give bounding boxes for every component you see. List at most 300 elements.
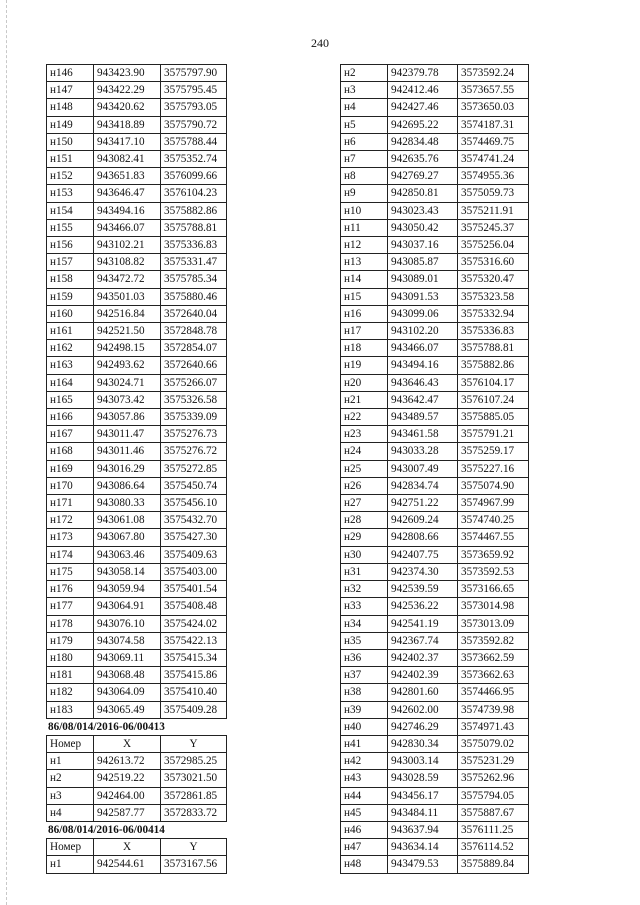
scan-margin-line <box>6 0 7 905</box>
point-id-cell: н25 <box>341 460 388 477</box>
table-row <box>341 99 529 116</box>
table-row <box>341 443 529 460</box>
table-row <box>341 701 529 718</box>
point-id-cell: н29 <box>341 529 388 546</box>
x-coordinate-cell: 943418.89 <box>94 116 161 133</box>
coordinates-table-body <box>47 753 227 822</box>
table-row <box>341 202 529 219</box>
y-coordinate-cell: 3575422.13 <box>161 632 227 649</box>
point-id-cell: н23 <box>341 426 388 443</box>
y-coordinate-cell: 3575336.83 <box>161 237 227 254</box>
x-coordinate-cell: 943068.48 <box>94 667 161 684</box>
point-id-cell: н176 <box>47 581 94 598</box>
point-id-cell: н169 <box>47 460 94 477</box>
point-id-cell: н8 <box>341 168 388 185</box>
table-row <box>341 512 529 529</box>
point-id-cell: н158 <box>47 271 94 288</box>
point-id-cell: н173 <box>47 529 94 546</box>
point-id-cell: н43 <box>341 770 388 787</box>
table-row <box>341 718 529 735</box>
x-coordinate-cell: 942407.75 <box>388 546 458 563</box>
table-row <box>47 667 227 684</box>
coordinates-table-00413 <box>46 735 227 822</box>
x-coordinate-cell: 943082.41 <box>94 151 161 168</box>
point-id-cell: н48 <box>341 856 388 873</box>
point-id-cell: н180 <box>47 649 94 666</box>
x-coordinate-cell: 943037.16 <box>388 237 458 254</box>
header-number: Номер <box>47 735 94 752</box>
point-id-cell: н161 <box>47 323 94 340</box>
point-id-cell: н163 <box>47 357 94 374</box>
x-coordinate-cell: 942402.39 <box>388 667 458 684</box>
table-row <box>341 495 529 512</box>
table-row <box>341 804 529 821</box>
y-coordinate-cell: 3575262.96 <box>458 770 529 787</box>
y-coordinate-cell: 3575415.86 <box>161 667 227 684</box>
point-id-cell: н174 <box>47 546 94 563</box>
y-coordinate-cell: 3575272.85 <box>161 460 227 477</box>
y-coordinate-cell: 3575456.10 <box>161 495 227 512</box>
y-coordinate-cell: 3573657.55 <box>458 82 529 99</box>
x-coordinate-cell: 943080.33 <box>94 495 161 512</box>
x-coordinate-cell: 943634.14 <box>388 839 458 856</box>
point-id-cell: н154 <box>47 202 94 219</box>
point-id-cell: н12 <box>341 237 388 254</box>
x-coordinate-cell: 943091.53 <box>388 288 458 305</box>
y-coordinate-cell: 3574187.31 <box>458 116 529 133</box>
y-coordinate-cell: 3573014.98 <box>458 598 529 615</box>
y-coordinate-cell: 3573592.24 <box>458 65 529 82</box>
table-row <box>341 563 529 580</box>
table-row <box>47 426 227 443</box>
header-y: Y <box>161 839 227 856</box>
x-coordinate-cell: 942498.15 <box>94 340 161 357</box>
table-row <box>341 65 529 82</box>
y-coordinate-cell: 3575795.45 <box>161 82 227 99</box>
point-id-cell: н21 <box>341 391 388 408</box>
table-row <box>341 168 529 185</box>
point-id-cell: н2 <box>341 65 388 82</box>
y-coordinate-cell: 3575227.16 <box>458 460 529 477</box>
point-id-cell: н24 <box>341 443 388 460</box>
y-coordinate-cell: 3572861.85 <box>161 787 227 804</box>
x-coordinate-cell: 943417.10 <box>94 133 161 150</box>
x-coordinate-cell: 942808.66 <box>388 529 458 546</box>
table-row <box>341 151 529 168</box>
table-row <box>47 632 227 649</box>
table-row <box>47 495 227 512</box>
point-id-cell: н156 <box>47 237 94 254</box>
header-y: Y <box>161 735 227 752</box>
x-coordinate-cell: 942850.81 <box>388 185 458 202</box>
y-coordinate-cell: 3575409.63 <box>161 546 227 563</box>
point-id-cell: н146 <box>47 65 94 82</box>
point-id-cell: н18 <box>341 340 388 357</box>
x-coordinate-cell: 942541.19 <box>388 615 458 632</box>
table-row <box>341 340 529 357</box>
table-row <box>47 357 227 374</box>
y-coordinate-cell: 3572854.07 <box>161 340 227 357</box>
point-id-cell: н159 <box>47 288 94 305</box>
point-id-cell: н1 <box>47 753 94 770</box>
table-row <box>47 374 227 391</box>
table-row <box>47 770 227 787</box>
x-coordinate-cell: 943050.42 <box>388 219 458 236</box>
y-coordinate-cell: 3576107.24 <box>458 391 529 408</box>
table-row <box>341 133 529 150</box>
coordinates-table-left-top <box>46 64 227 719</box>
table-row <box>341 323 529 340</box>
x-coordinate-cell: 943059.94 <box>94 581 161 598</box>
y-coordinate-cell: 3574741.24 <box>458 151 529 168</box>
left-column <box>46 64 227 874</box>
table-row <box>47 271 227 288</box>
x-coordinate-cell: 943028.59 <box>388 770 458 787</box>
y-coordinate-cell: 3573166.65 <box>458 581 529 598</box>
x-coordinate-cell: 942402.37 <box>388 649 458 666</box>
table-row <box>47 202 227 219</box>
x-coordinate-cell: 943466.07 <box>388 340 458 357</box>
x-coordinate-cell: 943069.11 <box>94 649 161 666</box>
point-id-cell: н11 <box>341 219 388 236</box>
table-row <box>47 856 227 873</box>
x-coordinate-cell: 943074.58 <box>94 632 161 649</box>
x-coordinate-cell: 943466.07 <box>94 219 161 236</box>
y-coordinate-cell: 3575785.34 <box>161 271 227 288</box>
point-id-cell: н39 <box>341 701 388 718</box>
y-coordinate-cell: 3573650.03 <box>458 99 529 116</box>
table-row <box>341 409 529 426</box>
y-coordinate-cell: 3575326.58 <box>161 391 227 408</box>
point-id-cell: н183 <box>47 701 94 718</box>
table-row <box>341 116 529 133</box>
y-coordinate-cell: 3575882.86 <box>458 357 529 374</box>
y-coordinate-cell: 3575074.90 <box>458 477 529 494</box>
x-coordinate-cell: 943102.21 <box>94 237 161 254</box>
point-id-cell: н22 <box>341 409 388 426</box>
point-id-cell: н155 <box>47 219 94 236</box>
y-coordinate-cell: 3575211.91 <box>458 202 529 219</box>
y-coordinate-cell: 3575882.86 <box>161 202 227 219</box>
x-coordinate-cell: 943076.10 <box>94 615 161 632</box>
y-coordinate-cell: 3575276.73 <box>161 426 227 443</box>
x-coordinate-cell: 943023.43 <box>388 202 458 219</box>
table-row <box>341 529 529 546</box>
y-coordinate-cell: 3573662.63 <box>458 667 529 684</box>
point-id-cell: н3 <box>47 787 94 804</box>
x-coordinate-cell: 943420.62 <box>94 99 161 116</box>
x-coordinate-cell: 943024.71 <box>94 374 161 391</box>
table-row <box>47 581 227 598</box>
table-row <box>47 305 227 322</box>
point-id-cell: н177 <box>47 598 94 615</box>
x-coordinate-cell: 942834.74 <box>388 477 458 494</box>
table-row <box>47 219 227 236</box>
y-coordinate-cell: 3575415.34 <box>161 649 227 666</box>
y-coordinate-cell: 3575245.37 <box>458 219 529 236</box>
y-coordinate-cell: 3573659.92 <box>458 546 529 563</box>
x-coordinate-cell: 943484.11 <box>388 804 458 821</box>
table-row <box>47 563 227 580</box>
coordinates-table-right <box>340 64 529 874</box>
table-row <box>47 753 227 770</box>
x-coordinate-cell: 943637.94 <box>388 821 458 838</box>
x-coordinate-cell: 943061.08 <box>94 512 161 529</box>
point-id-cell: н181 <box>47 667 94 684</box>
y-coordinate-cell: 3575352.74 <box>161 151 227 168</box>
x-coordinate-cell: 943423.90 <box>94 65 161 82</box>
point-id-cell: н157 <box>47 254 94 271</box>
table-row <box>341 254 529 271</box>
table-row <box>341 667 529 684</box>
x-coordinate-cell: 942613.72 <box>94 753 161 770</box>
x-coordinate-cell: 943089.01 <box>388 271 458 288</box>
table-row <box>341 787 529 804</box>
table-row <box>341 185 529 202</box>
header-x: X <box>94 839 161 856</box>
point-id-cell: н15 <box>341 288 388 305</box>
point-id-cell: н172 <box>47 512 94 529</box>
y-coordinate-cell: 3574971.43 <box>458 718 529 735</box>
point-id-cell: н147 <box>47 82 94 99</box>
point-id-cell: н20 <box>341 374 388 391</box>
y-coordinate-cell: 3575403.00 <box>161 563 227 580</box>
point-id-cell: н150 <box>47 133 94 150</box>
point-id-cell: н42 <box>341 753 388 770</box>
point-id-cell: н41 <box>341 735 388 752</box>
x-coordinate-cell: 943007.49 <box>388 460 458 477</box>
x-coordinate-cell: 943479.53 <box>388 856 458 873</box>
y-coordinate-cell: 3572640.04 <box>161 305 227 322</box>
point-id-cell: н167 <box>47 426 94 443</box>
x-coordinate-cell: 942751.22 <box>388 495 458 512</box>
table-row <box>341 770 529 787</box>
y-coordinate-cell: 3576104.23 <box>161 185 227 202</box>
x-coordinate-cell: 942427.46 <box>388 99 458 116</box>
point-id-cell: н178 <box>47 615 94 632</box>
y-coordinate-cell: 3575339.09 <box>161 409 227 426</box>
point-id-cell: н1 <box>47 856 94 873</box>
point-id-cell: н164 <box>47 374 94 391</box>
y-coordinate-cell: 3575276.72 <box>161 443 227 460</box>
table-row <box>341 632 529 649</box>
table-row <box>341 374 529 391</box>
point-id-cell: н4 <box>341 99 388 116</box>
x-coordinate-cell: 943067.80 <box>94 529 161 546</box>
y-coordinate-cell: 3575401.54 <box>161 581 227 598</box>
x-coordinate-cell: 943064.91 <box>94 598 161 615</box>
x-coordinate-cell: 942539.59 <box>388 581 458 598</box>
point-id-cell: н2 <box>47 770 94 787</box>
point-id-cell: н182 <box>47 684 94 701</box>
point-id-cell: н149 <box>47 116 94 133</box>
point-id-cell: н46 <box>341 821 388 838</box>
y-coordinate-cell: 3573013.09 <box>458 615 529 632</box>
point-id-cell: н13 <box>341 254 388 271</box>
point-id-cell: н45 <box>341 804 388 821</box>
y-coordinate-cell: 3575410.40 <box>161 684 227 701</box>
y-coordinate-cell: 3575788.81 <box>458 340 529 357</box>
point-id-cell: н35 <box>341 632 388 649</box>
table-row <box>47 460 227 477</box>
table-row <box>47 546 227 563</box>
y-coordinate-cell: 3575790.72 <box>161 116 227 133</box>
point-id-cell: н179 <box>47 632 94 649</box>
y-coordinate-cell: 3575788.81 <box>161 219 227 236</box>
point-id-cell: н47 <box>341 839 388 856</box>
y-coordinate-cell: 3572640.66 <box>161 357 227 374</box>
point-id-cell: н37 <box>341 667 388 684</box>
header-x: X <box>94 735 161 752</box>
y-coordinate-cell: 3575408.48 <box>161 598 227 615</box>
table-row <box>47 237 227 254</box>
x-coordinate-cell: 943003.14 <box>388 753 458 770</box>
point-id-cell: н16 <box>341 305 388 322</box>
x-coordinate-cell: 943489.57 <box>388 409 458 426</box>
point-id-cell: н34 <box>341 615 388 632</box>
table-row <box>47 133 227 150</box>
x-coordinate-cell: 943063.46 <box>94 546 161 563</box>
table-row <box>341 305 529 322</box>
y-coordinate-cell: 3575887.67 <box>458 804 529 821</box>
table-row <box>341 271 529 288</box>
x-coordinate-cell: 942695.22 <box>388 116 458 133</box>
y-coordinate-cell: 3574739.98 <box>458 701 529 718</box>
y-coordinate-cell: 3575788.44 <box>161 133 227 150</box>
y-coordinate-cell: 3574955.36 <box>458 168 529 185</box>
point-id-cell: н27 <box>341 495 388 512</box>
point-id-cell: н162 <box>47 340 94 357</box>
x-coordinate-cell: 943501.03 <box>94 288 161 305</box>
point-id-cell: н9 <box>341 185 388 202</box>
table-row <box>47 615 227 632</box>
table-row <box>341 735 529 752</box>
y-coordinate-cell: 3572833.72 <box>161 804 227 821</box>
point-id-cell: н5 <box>341 116 388 133</box>
point-id-cell: н175 <box>47 563 94 580</box>
y-coordinate-cell: 3575331.47 <box>161 254 227 271</box>
y-coordinate-cell: 3576104.17 <box>458 374 529 391</box>
point-id-cell: н28 <box>341 512 388 529</box>
y-coordinate-cell: 3575259.17 <box>458 443 529 460</box>
table-row <box>47 701 227 718</box>
y-coordinate-cell: 3575791.21 <box>458 426 529 443</box>
table-row <box>341 581 529 598</box>
x-coordinate-cell: 943422.29 <box>94 82 161 99</box>
x-coordinate-cell: 943494.16 <box>94 202 161 219</box>
x-coordinate-cell: 942493.62 <box>94 357 161 374</box>
table-row <box>341 82 529 99</box>
table-row <box>341 649 529 666</box>
table-row <box>47 804 227 821</box>
x-coordinate-cell: 943011.46 <box>94 443 161 460</box>
point-id-cell: н153 <box>47 185 94 202</box>
coordinates-table-body <box>47 856 227 873</box>
table-row <box>47 254 227 271</box>
x-coordinate-cell: 942519.22 <box>94 770 161 787</box>
point-id-cell: н32 <box>341 581 388 598</box>
x-coordinate-cell: 943099.06 <box>388 305 458 322</box>
table-row <box>47 340 227 357</box>
y-coordinate-cell: 3575266.07 <box>161 374 227 391</box>
y-coordinate-cell: 3575880.46 <box>161 288 227 305</box>
x-coordinate-cell: 943086.64 <box>94 477 161 494</box>
y-coordinate-cell: 3574467.55 <box>458 529 529 546</box>
table-row <box>47 684 227 701</box>
x-coordinate-cell: 943642.47 <box>388 391 458 408</box>
y-coordinate-cell: 3574466.95 <box>458 684 529 701</box>
table-row <box>47 323 227 340</box>
table-row <box>47 82 227 99</box>
table-row <box>341 615 529 632</box>
table-row <box>47 598 227 615</box>
point-id-cell: н31 <box>341 563 388 580</box>
x-coordinate-cell: 942544.61 <box>94 856 161 873</box>
table-row <box>47 151 227 168</box>
x-coordinate-cell: 943033.28 <box>388 443 458 460</box>
x-coordinate-cell: 942769.27 <box>388 168 458 185</box>
table-header-row <box>47 735 227 752</box>
point-id-cell: н151 <box>47 151 94 168</box>
x-coordinate-cell: 942587.77 <box>94 804 161 821</box>
x-coordinate-cell: 943073.42 <box>94 391 161 408</box>
y-coordinate-cell: 3575256.04 <box>458 237 529 254</box>
x-coordinate-cell: 943461.58 <box>388 426 458 443</box>
y-coordinate-cell: 3575409.28 <box>161 701 227 718</box>
table-row <box>47 512 227 529</box>
table-row <box>341 426 529 443</box>
x-coordinate-cell: 942609.24 <box>388 512 458 529</box>
point-id-cell: н165 <box>47 391 94 408</box>
point-id-cell: н171 <box>47 495 94 512</box>
y-coordinate-cell: 3575336.83 <box>458 323 529 340</box>
page-number: 240 <box>311 36 329 50</box>
point-id-cell: н10 <box>341 202 388 219</box>
x-coordinate-cell: 943108.82 <box>94 254 161 271</box>
y-coordinate-cell: 3573021.50 <box>161 770 227 787</box>
point-id-cell: н33 <box>341 598 388 615</box>
table-row <box>341 753 529 770</box>
point-id-cell: н38 <box>341 684 388 701</box>
table-row <box>47 391 227 408</box>
x-coordinate-cell: 942367.74 <box>388 632 458 649</box>
x-coordinate-cell: 942602.00 <box>388 701 458 718</box>
y-coordinate-cell: 3575794.05 <box>458 787 529 804</box>
table-row <box>47 116 227 133</box>
y-coordinate-cell: 3575332.94 <box>458 305 529 322</box>
table-row <box>47 65 227 82</box>
coordinates-table-body <box>341 65 529 874</box>
table-row <box>47 185 227 202</box>
x-coordinate-cell: 942746.29 <box>388 718 458 735</box>
y-coordinate-cell: 3575316.60 <box>458 254 529 271</box>
coordinates-table-body <box>47 65 227 719</box>
y-coordinate-cell: 3573592.53 <box>458 563 529 580</box>
y-coordinate-cell: 3576111.25 <box>458 821 529 838</box>
point-id-cell: н36 <box>341 649 388 666</box>
x-coordinate-cell: 943102.20 <box>388 323 458 340</box>
y-coordinate-cell: 3575793.05 <box>161 99 227 116</box>
y-coordinate-cell: 3573592.82 <box>458 632 529 649</box>
y-coordinate-cell: 3573662.59 <box>458 649 529 666</box>
header-number: Номер <box>47 839 94 856</box>
x-coordinate-cell: 942801.60 <box>388 684 458 701</box>
table-row <box>341 391 529 408</box>
table-row <box>341 684 529 701</box>
x-coordinate-cell: 942516.84 <box>94 305 161 322</box>
table-row <box>47 477 227 494</box>
y-coordinate-cell: 3575079.02 <box>458 735 529 752</box>
